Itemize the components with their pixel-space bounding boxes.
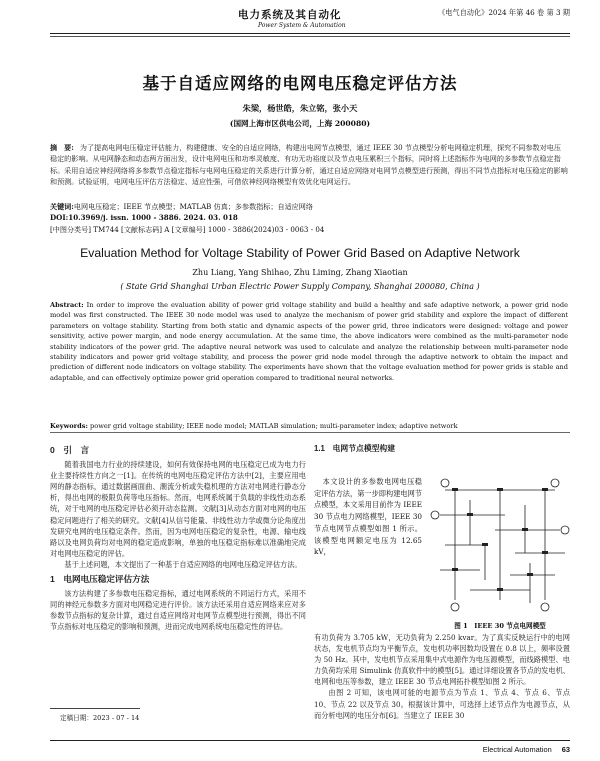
page-number: 63	[561, 745, 570, 754]
classification-line: [中图分类号] TM744 [文献标志码] A [文章编号] 1000 - 3886(2024)03 - 0063 - 04	[50, 225, 325, 234]
figure-wrap-text	[314, 476, 422, 558]
keywords-en-text: power grid voltage stability; IEEE node model; MATLAB simulation; multi-parameter index; adaptive network	[90, 422, 458, 430]
affiliation-en: ( State Grid Shanghai Urban Electric Power Supply Company, Shanghai 200080, China )	[120, 282, 480, 291]
section-0-para-1: 随着我国电力行业的持续建设，如何有效保持电网的电压稳定已成为电力行业主要持续性方向之一[1]。在传统的电网电压稳定评估方法中[2]，主要应用电网的静态指标，通过数据画面曲、潮流分析或失稳机理的方法对电网进行静态分析，得出电网的极限负荷等电压指标。然而，电网系统属于负载的非线性动态系统，对于电网的电压稳定评估必须开动态监测。文献[3]从动态方面对电网的电压稳定问题进行了相关的研究。文献[4]从信号能量、非线性动力学或微分论角度出发研究电网的电压稳定条件。然而，因为电网电压稳定的复杂性，电源、输电线路以及电网负荷均对电网的稳定造成影响，单独的电压稳定指标难以准确地完成对电网电压稳定的评估。	[50, 460, 306, 558]
footer-rule	[50, 740, 570, 741]
network-lines	[440, 490, 565, 603]
journal-header	[0, 0, 600, 52]
abstract-cn	[50, 142, 568, 187]
keywords-en	[50, 421, 568, 431]
paper-title-cn: 基于自适应网络的电网电压稳定评估方法	[142, 74, 458, 93]
footnote-date: 定稿日期：2023 - 07 - 14	[60, 714, 140, 722]
abstract-cn-text: 为了提高电网电压稳定评估能力，构建健康、安全的自适应网络，构建出电网节点模型，通过 IEEE 30 节点模型分析电网稳定机理，探究不同参数对电压稳定的影响。从电网静态和动态两方面出发，设计电网电压和功率灵敏度、有功无功裕度以及节点电压累积三个指标，同时将上述指标作为电网的多参数节点稳定指标。采用自适应神经网络将多参数节点稳定指标与电网电压稳定的关系进行计算分析，通过自适应网络对电网节点模型进行预测，得出不同节点指标对电压稳定的影响和预测。试验证明，电网电压评估方法稳定、适应性强，可借依神经网络模型有效优化电网运行。	[50, 143, 568, 186]
section-1-1-para-wrap: 本文设计的多参数电网电压稳定评估方法，第一步即构建电网节点模型，本文采用目前作为 IEEE 30 节点电力网络模型，IEEE 30 节点电网节点模型如图 1 所示。该模型电网额定电压为 12.65 kV，	[314, 477, 422, 557]
journal-section-title: 电力系统及其自动化	[238, 9, 342, 21]
abstract-separator	[50, 432, 570, 433]
header-rule-thin	[50, 36, 570, 37]
section-1-para-1: 该方法构建了多参数电压稳定指标，通过电网系统的不同运行方式，采用不同的神经元参数多方面对电网稳定进行评价。该方法还采用自适应网络来应对多参数节点指标的复杂计算，通过自适应网络对电网节点模型进行预测，得出不同节点指标对电压稳定的影响和预测，进而完成电网系统电压稳定性的评估。	[50, 589, 306, 632]
right-column-bottom	[314, 632, 570, 721]
keywords-cn	[50, 201, 568, 212]
section-1-1-heading: 1.1 电网节点模型构建	[314, 444, 396, 453]
doi: DOI:10.3969/j. issn. 1000 - 3886. 2024. 03. 018	[50, 213, 238, 222]
abstract-cn-label: 摘 要:	[50, 143, 74, 152]
keywords-en-label: Keywords:	[50, 422, 88, 430]
section-0-heading: 0 引 言	[50, 445, 90, 455]
footer-journal: Electrical Automation	[482, 745, 552, 754]
right-column-top	[314, 441, 570, 456]
header-rule	[50, 33, 570, 34]
section-1-1-para-next: 由图 2 可知，该电网可能的电源节点为节点 1、节点 4、节点 6、节点 10、节点 22 以及节点 30。根据该计算中，可选择上述节点作为电源节点，从而分析电网的电压分布[6]。当建立了 IEEE 30	[314, 688, 570, 720]
authors-en: Zhu Liang, Yang Shihao, Zhu Liming, Zhang Xiaotian	[192, 268, 408, 277]
keywords-cn-label: 关键词:	[50, 202, 74, 211]
affiliation-cn: (国网上海市区供电公司，上海 200080)	[229, 119, 371, 128]
journal-section-subtitle: Power System & Automation	[258, 22, 346, 29]
section-1-1-para-cont: 有功负荷为 3.705 kW，无功负荷为 2.250 kvar。为了真实反映运行中的电网状态，发电机节点均为平衡节点，发电机功率因数均设置在 0.8 以上，频率设置为 50 Hz。其中，发电机节点采用集中式电源作为电压源模型，而线路模型、电力负荷均采用 Simulink 仿真软件中的模型[5]。通过详细设置各节点的发电机、电网和电压等参数，建立 IEEE 30 节点电网拓扑模型如图 2 所示。	[314, 633, 570, 687]
ieee30-network-figure	[425, 475, 575, 615]
page-footer	[483, 745, 570, 754]
issue-info: 《电气自动化》2024 年第 46 卷 第 3 期	[438, 8, 570, 17]
footnote-rule	[50, 708, 140, 709]
section-1-heading: 1 电网电压稳定评估方法	[50, 574, 150, 585]
paper-title-en: Evaluation Method for Voltage Stability of Power Grid Based on Adaptive Network	[80, 246, 520, 260]
abstract-en	[50, 300, 568, 383]
section-0-para-2: 基于上述问题，本文提出了一种基于自适应网络的电网电压稳定评估方法。	[64, 559, 302, 569]
left-column	[50, 441, 306, 633]
figure-1-caption: 图 1 IEEE 30 节点电网模型	[454, 622, 546, 630]
keywords-cn-text: 电网电压稳定；IEEE 节点模型；MATLAB 仿真；多参数指标；自适应网络	[73, 202, 313, 211]
authors-cn: 朱梁，杨世皓，朱立铭，张小天	[242, 103, 358, 113]
abstract-en-label: Abstract:	[50, 301, 84, 309]
abstract-en-text: In order to improve the evaluation ability of power grid voltage stability and build a healthy and safe adaptive network, a power grid node model was first constructed. The IEEE 30 node model was used to analyze the mechanism of power grid stability and explore the impact of different parameters on voltage stability. Starting from both static and dynamic aspects of the power grid, three indicators were designed: voltage and power sensitivity, active power margin, and node energy accumulation. At the same time, the above indicators were combined as the multi-parameter node stability indicators of the power grid. The adaptive neural network was used to calculate and analyze the relationship between multi-parameter node stability indicators and power grid voltage stability, and process the power grid node model through the adaptive network to obtain the impact and prediction of different node indicators on voltage stability. The experiments have shown that the voltage evaluation method for power grids is stable and adaptable, and can effectively optimize power grid operation compared to traditional neural networks.	[50, 301, 568, 382]
